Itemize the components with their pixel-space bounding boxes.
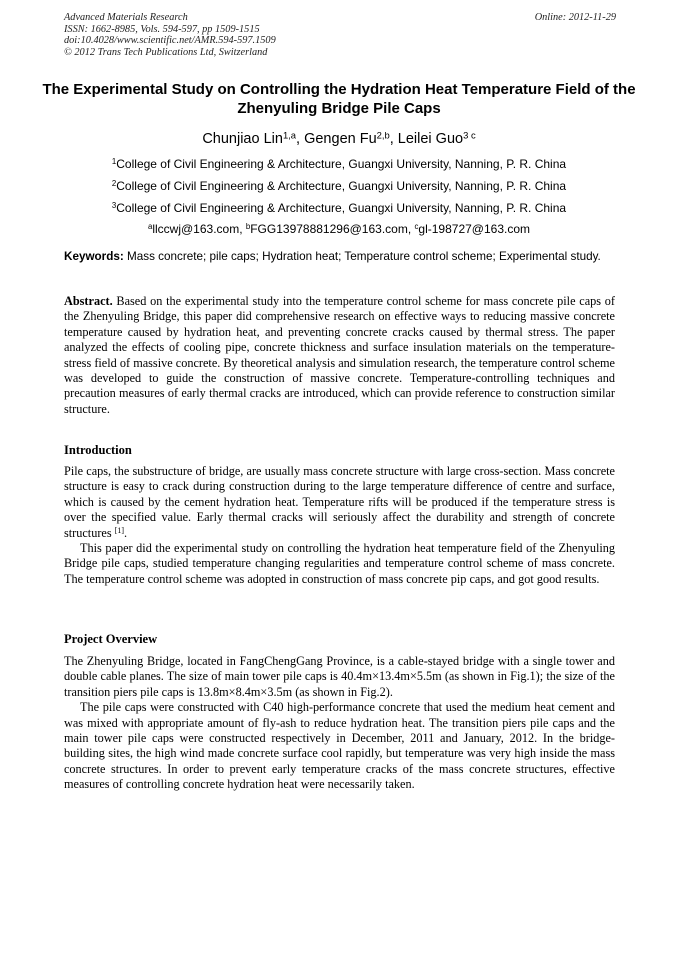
affiliation-text: College of Civil Engineering & Architecture, Guangxi University, Nanning, P. R. China bbox=[116, 179, 567, 193]
keywords-text: Mass concrete; pile caps; Hydration heat; Temperature control scheme; Experimental study. bbox=[127, 250, 601, 263]
author-name: Gengen Fu bbox=[304, 131, 377, 147]
paragraph-end: . bbox=[123, 525, 128, 540]
affiliation-text: College of Civil Engineering & Architecture, Guangxi University, Nanning, P. R. China bbox=[116, 157, 567, 171]
section-heading-introduction: Introduction bbox=[64, 443, 132, 457]
overview-body bbox=[64, 654, 615, 793]
online-date: Online: 2012-11-29 bbox=[534, 12, 616, 23]
email-superscript: a bbox=[147, 222, 153, 232]
abstract-label: Abstract. bbox=[64, 294, 113, 308]
affiliation-superscript: 3 bbox=[111, 201, 117, 211]
journal-name: Advanced Materials Research bbox=[64, 12, 188, 23]
introduction-body bbox=[64, 464, 615, 587]
author-list bbox=[40, 130, 638, 148]
email-address: FGG13978881296@163.com bbox=[250, 222, 408, 236]
author-separator: , bbox=[389, 131, 398, 147]
affiliation-superscript: 1 bbox=[111, 157, 117, 167]
author-name: Chunjiao Lin bbox=[202, 131, 283, 147]
paragraph: The pile caps were constructed with C40 high-performance concrete that used the medium heat cement and was mixed with appropriate amount of fly-ash to reduce hydration heat. The transition piers pile caps and the main tower pile caps were constructed respectively in December, 2011 and January, 2012. In the bridge-building sites, the high wind made concrete surface cool rapidly, but temperature was very high inside the mass concrete structures. In order to prevent early temperature cracks of the mass concrete structures, effective measures of controlling concrete hydration heat were necessarily taken. bbox=[64, 700, 615, 792]
paragraph: This paper did the experimental study on controlling the hydration heat temperature field of the Zhenyuling Bridge pile caps, studied temperature changing regularities and temperature control scheme of mass concrete. The temperature control scheme was adopted in construction of mass concrete pip caps, and got good results. bbox=[64, 541, 615, 586]
abstract bbox=[64, 294, 615, 417]
email-separator: , bbox=[407, 222, 415, 236]
author-name: Leilei Guo bbox=[397, 131, 464, 147]
journal-doi: doi:10.4028/www.scientific.net/AMR.594-597.1509 bbox=[64, 35, 276, 46]
keywords bbox=[64, 250, 615, 264]
author-superscript: 3 c bbox=[463, 129, 476, 141]
email-list bbox=[40, 222, 638, 236]
author-separator: , bbox=[296, 131, 305, 147]
journal-copyright: © 2012 Trans Tech Publications Ltd, Switzerland bbox=[64, 46, 268, 58]
journal-issn: ISSN: 1662-8985, Vols. 594-597, pp 1509-1515 bbox=[64, 23, 260, 35]
affiliation bbox=[40, 157, 638, 171]
paper-title: The Experimental Study on Controlling the Hydration Heat Temperature Field of the Zhenyuling Bridge Pile Caps bbox=[42, 81, 636, 117]
affiliation bbox=[40, 179, 638, 193]
citation-reference: [1] bbox=[114, 525, 124, 535]
email-separator: , bbox=[239, 222, 246, 236]
email-address: llccwj@163.com bbox=[152, 222, 240, 236]
author-superscript: 1,a bbox=[282, 129, 297, 141]
affiliation-text: College of Civil Engineering & Architecture, Guangxi University, Nanning, P. R. China bbox=[116, 201, 567, 215]
affiliation-superscript: 2 bbox=[111, 179, 117, 189]
abstract-text: Based on the experimental study into the temperature control scheme for mass concrete pile caps of the Zhenyuling Bridge, this paper did comprehensive research on effective ways to reducing massive concrete temperature caused by hydration heat, and preventing concrete cracks caused by thermal stress. The paper analyzed the effects of cooling pipe, concrete thickness and surface insulation materials on the temperature-stress field of massive concrete. By theoretical analysis and simulation research, the temperature control scheme was developed to guide the construction of massive concrete. Temperature-controlling techniques and precaution measures of early thermal cracks are introduced, which can provide reference to construction similar structure. bbox=[64, 294, 615, 416]
paragraph-text: Pile caps, the substructure of bridge, are usually mass concrete structure with large cross-section. Mass concrete structure is easy to crack during construction during to the large temperature difference of centre and surface, which is caused by the cement hydration heat. Temperature rifts will be produced if the temperature stress is over the specified value. Early thermal cracks will seriously affect the durability and strength of concrete structures bbox=[64, 464, 615, 540]
paragraph: The Zhenyuling Bridge, located in FangChengGang Province, is a cable-stayed bridge with a single tower and double cable planes. The size of main tower pile caps is 40.4m×13.4m×5.5m (as shown in Fig.1); the size of the transition piers pile caps is 13.8m×8.4m×3.5m (as shown in Fig.2). bbox=[64, 654, 615, 699]
affiliation bbox=[40, 201, 638, 215]
journal-header bbox=[64, 12, 616, 58]
keywords-label: Keywords: bbox=[64, 250, 124, 263]
email-address: gl-198727@163.com bbox=[418, 222, 531, 236]
author-superscript: 2,b bbox=[376, 129, 390, 141]
email-superscript: b bbox=[245, 222, 251, 232]
paragraph bbox=[64, 464, 615, 541]
section-heading-project-overview: Project Overview bbox=[64, 632, 158, 646]
email-superscript: c bbox=[414, 222, 419, 232]
